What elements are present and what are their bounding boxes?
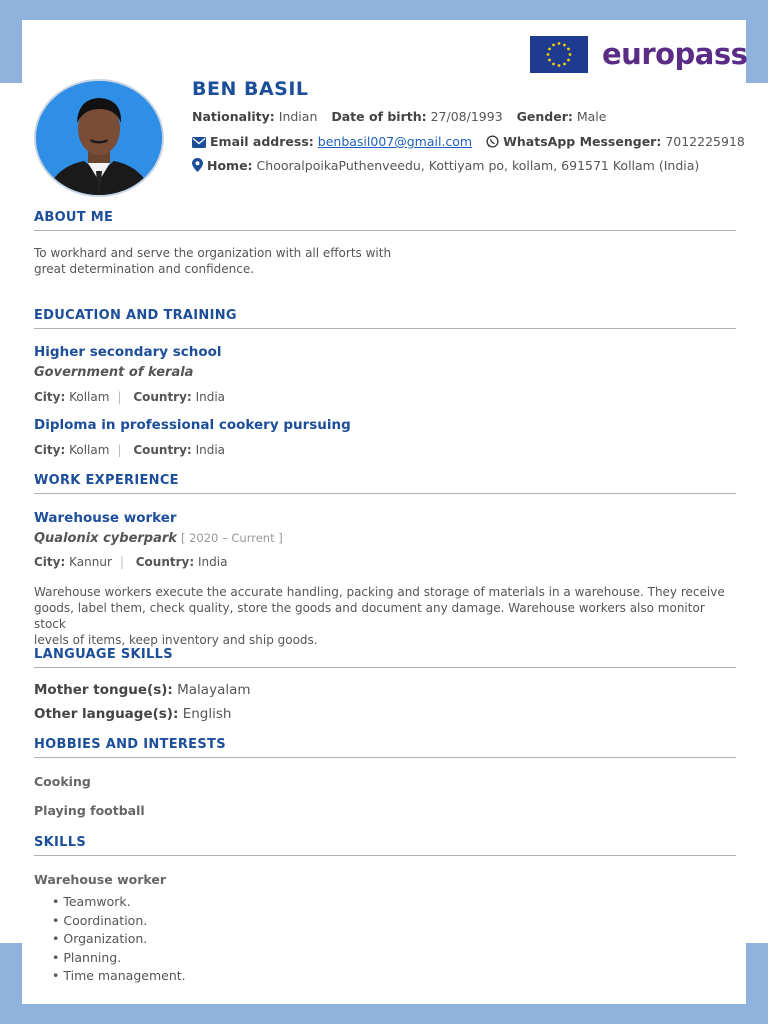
cv-sheet: [22, 20, 746, 1004]
language-section-title: LANGUAGE SKILLS: [34, 647, 736, 668]
work-description: [34, 584, 739, 648]
city-value: Kollam: [69, 443, 110, 457]
contact-line: [192, 134, 745, 151]
work-entry-company: [34, 531, 283, 546]
city-value: Kannur: [69, 555, 112, 569]
eu-flag-icon: [530, 36, 588, 73]
email-label: Email address:: [210, 134, 314, 149]
about-text: [34, 245, 391, 277]
skill-item: • Planning.: [52, 950, 186, 969]
education-entry-location: City: Kollam | Country: India: [34, 443, 226, 457]
dob-label: Date of birth:: [331, 109, 427, 124]
work-description-line: Warehouse workers execute the accurate handling, packing and storage of materials in a warehouse. They receive: [34, 585, 725, 599]
education-entry-location: City: Kollam | Country: India: [34, 390, 226, 404]
envelope-icon: [192, 136, 206, 151]
gender-value: Male: [576, 109, 607, 124]
work-description-line: goods, label them, check quality, store the goods and document any damage. Warehouse workers also monitor stock: [34, 601, 705, 631]
city-label: City:: [34, 443, 66, 457]
location-pin-icon: [192, 158, 203, 175]
whatsapp-value: 7012225918: [665, 134, 745, 149]
country-value: India: [195, 443, 226, 457]
skill-item: • Teamwork.: [52, 894, 186, 913]
company-name: Qualonix cyberpark: [34, 531, 177, 546]
personal-details-line: [192, 109, 606, 124]
country-label: Country:: [135, 555, 195, 569]
work-entry-title: Warehouse worker: [34, 510, 177, 526]
about-line: To workhard and serve the organization with all efforts with: [34, 246, 392, 260]
hobby-item: Playing football: [34, 803, 145, 818]
gender-label: Gender:: [516, 109, 573, 124]
full-name: BEN BASIL: [192, 78, 309, 100]
about-section-title: ABOUT ME: [34, 210, 736, 231]
mother-tongue: [34, 682, 251, 698]
city-label: City:: [34, 390, 66, 404]
education-entry-org: Government of kerala: [34, 365, 194, 380]
nationality-value: Indian: [278, 109, 318, 124]
skill-item: • Coordination.: [52, 913, 186, 932]
skills-list: [52, 894, 186, 987]
work-description-line: levels of items, keep inventory and ship goods.: [34, 633, 318, 647]
mother-tongue-value: Malayalam: [177, 682, 251, 698]
profile-photo: [34, 79, 164, 197]
home-label: Home:: [207, 158, 253, 173]
country-value: India: [198, 555, 228, 569]
whatsapp-label: WhatsApp Messenger:: [503, 134, 662, 149]
europass-logo: [530, 35, 747, 73]
city-value: Kollam: [69, 390, 110, 404]
education-entry-title: Diploma in professional cookery pursuing: [34, 417, 351, 433]
work-dates: [ 2020 – Current ]: [180, 531, 283, 545]
education-entry-title: Higher secondary school: [34, 344, 222, 360]
skills-group-title: Warehouse worker: [34, 872, 166, 887]
other-languages-label: Other language(s):: [34, 706, 179, 722]
dob-value: 27/08/1993: [430, 109, 503, 124]
work-entry-location: City: Kannur | Country: India: [34, 555, 228, 569]
country-value: India: [195, 390, 226, 404]
skill-item: • Organization.: [52, 931, 186, 950]
country-label: Country:: [133, 443, 192, 457]
country-label: Country:: [133, 390, 192, 404]
other-languages-value: English: [182, 706, 232, 722]
city-label: City:: [34, 555, 66, 569]
mother-tongue-label: Mother tongue(s):: [34, 682, 173, 698]
nationality-label: Nationality:: [192, 109, 275, 124]
work-section-title: WORK EXPERIENCE: [34, 473, 736, 494]
skills-section-title: SKILLS: [34, 835, 736, 856]
skill-item: • Time management.: [52, 968, 186, 987]
email-link[interactable]: benbasil007@gmail.com: [317, 134, 473, 149]
whatsapp-icon: [486, 135, 499, 151]
education-section-title: EDUCATION AND TRAINING: [34, 308, 736, 329]
home-value: ChooralpoikaPuthenveedu, Kottiyam po, kollam, 691571 Kollam (India): [256, 158, 700, 173]
hobbies-section-title: HOBBIES AND INTERESTS: [34, 737, 736, 758]
europass-wordmark: europass: [602, 37, 748, 71]
home-line: [192, 158, 699, 175]
other-languages: [34, 706, 231, 722]
hobby-item: Cooking: [34, 774, 91, 789]
about-line: great determination and confidence.: [34, 262, 255, 276]
